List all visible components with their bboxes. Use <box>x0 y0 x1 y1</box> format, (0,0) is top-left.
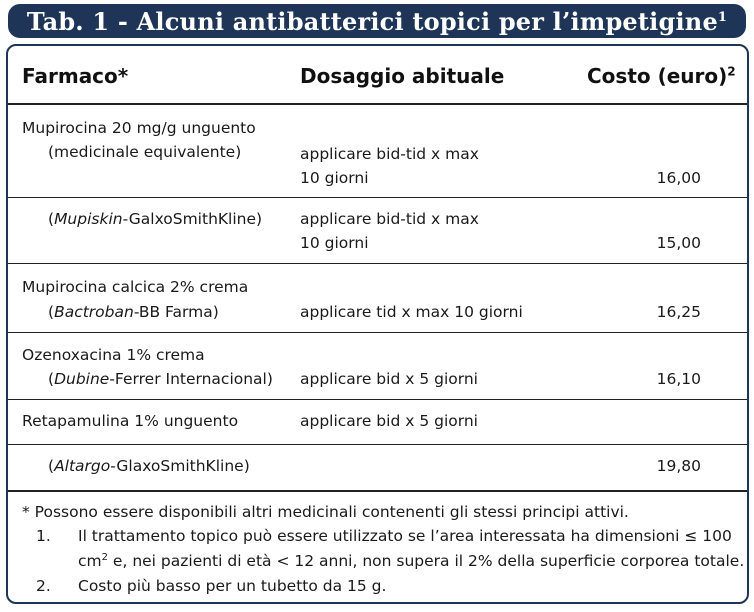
header-divider <box>8 103 747 105</box>
row5-dose: applicare bid x 5 giorni <box>300 412 478 430</box>
row3-cost: 16,25 <box>656 303 701 321</box>
row6-brand: (Altargo-GlaxoSmithKline) <box>48 457 250 475</box>
title-footnote-ref: 1 <box>717 9 728 25</box>
row3-dose: applicare tid x max 10 giorni <box>300 303 523 321</box>
row2-dose-line2: 10 giorni <box>300 234 369 252</box>
row4-brand: (Dubine-Ferrer Internacional) <box>48 370 273 388</box>
row-divider <box>8 399 747 400</box>
row1-dose-line2: 10 giorni <box>300 169 369 187</box>
footnote-2-number: 2. <box>36 577 51 595</box>
row-divider <box>8 197 747 198</box>
row1-cost: 16,00 <box>656 169 701 187</box>
row4-dose: applicare bid x 5 giorni <box>300 370 478 388</box>
row1-drug-note: (medicinale equivalente) <box>48 143 242 161</box>
row2-dose: applicare bid-tid x max <box>300 210 479 228</box>
row3-drug: Mupirocina calcica 2% crema <box>22 278 249 296</box>
row2-drug: (Mupiskin-GalxoSmithKline) <box>48 210 263 228</box>
row-divider <box>8 444 747 445</box>
header-dosaggio: Dosaggio abituale <box>300 64 505 88</box>
row5-drug: Retapamulina 1% unguento <box>22 412 239 430</box>
row3-brand: (Bactroban-BB Farma) <box>48 303 219 321</box>
footnote-1-number: 1. <box>36 527 51 545</box>
row4-drug: Ozenoxacina 1% crema <box>22 346 205 364</box>
row-divider <box>8 263 747 264</box>
table-title: Tab. 1 - Alcuni antibatterici topici per l’impetigine$^1$ <box>26 6 728 36</box>
row-divider <box>8 332 747 333</box>
header-farmaco: Farmaco* <box>22 64 129 88</box>
title-bar <box>8 4 746 38</box>
footnote-1-line2: $cm^2$ e, nei pazienti di età < 12 anni, non supera il 2% della superficie corporea totale. <box>78 551 745 570</box>
footer-divider <box>8 490 747 492</box>
row1-dose: applicare bid-tid x max <box>300 145 479 163</box>
header-costo: Costo (euro)$^2$ <box>587 64 736 88</box>
row6-cost: 19,80 <box>656 457 701 475</box>
footnote-star: * Possono essere disponibili altri medicinali contenenti gli stessi principi attivi. <box>22 503 629 521</box>
row2-cost: 15,00 <box>656 234 701 252</box>
footnote-2-text: Costo più basso per un tubetto da 15 g. <box>78 577 387 595</box>
row1-drug: Mupirocina 20 mg/g unguento <box>22 119 256 137</box>
footnote-1-line1: Il trattamento topico può essere utilizzato se l’area interessata ha dimensioni ≤ 100 <box>78 527 732 545</box>
row4-cost: 16,10 <box>656 370 701 388</box>
